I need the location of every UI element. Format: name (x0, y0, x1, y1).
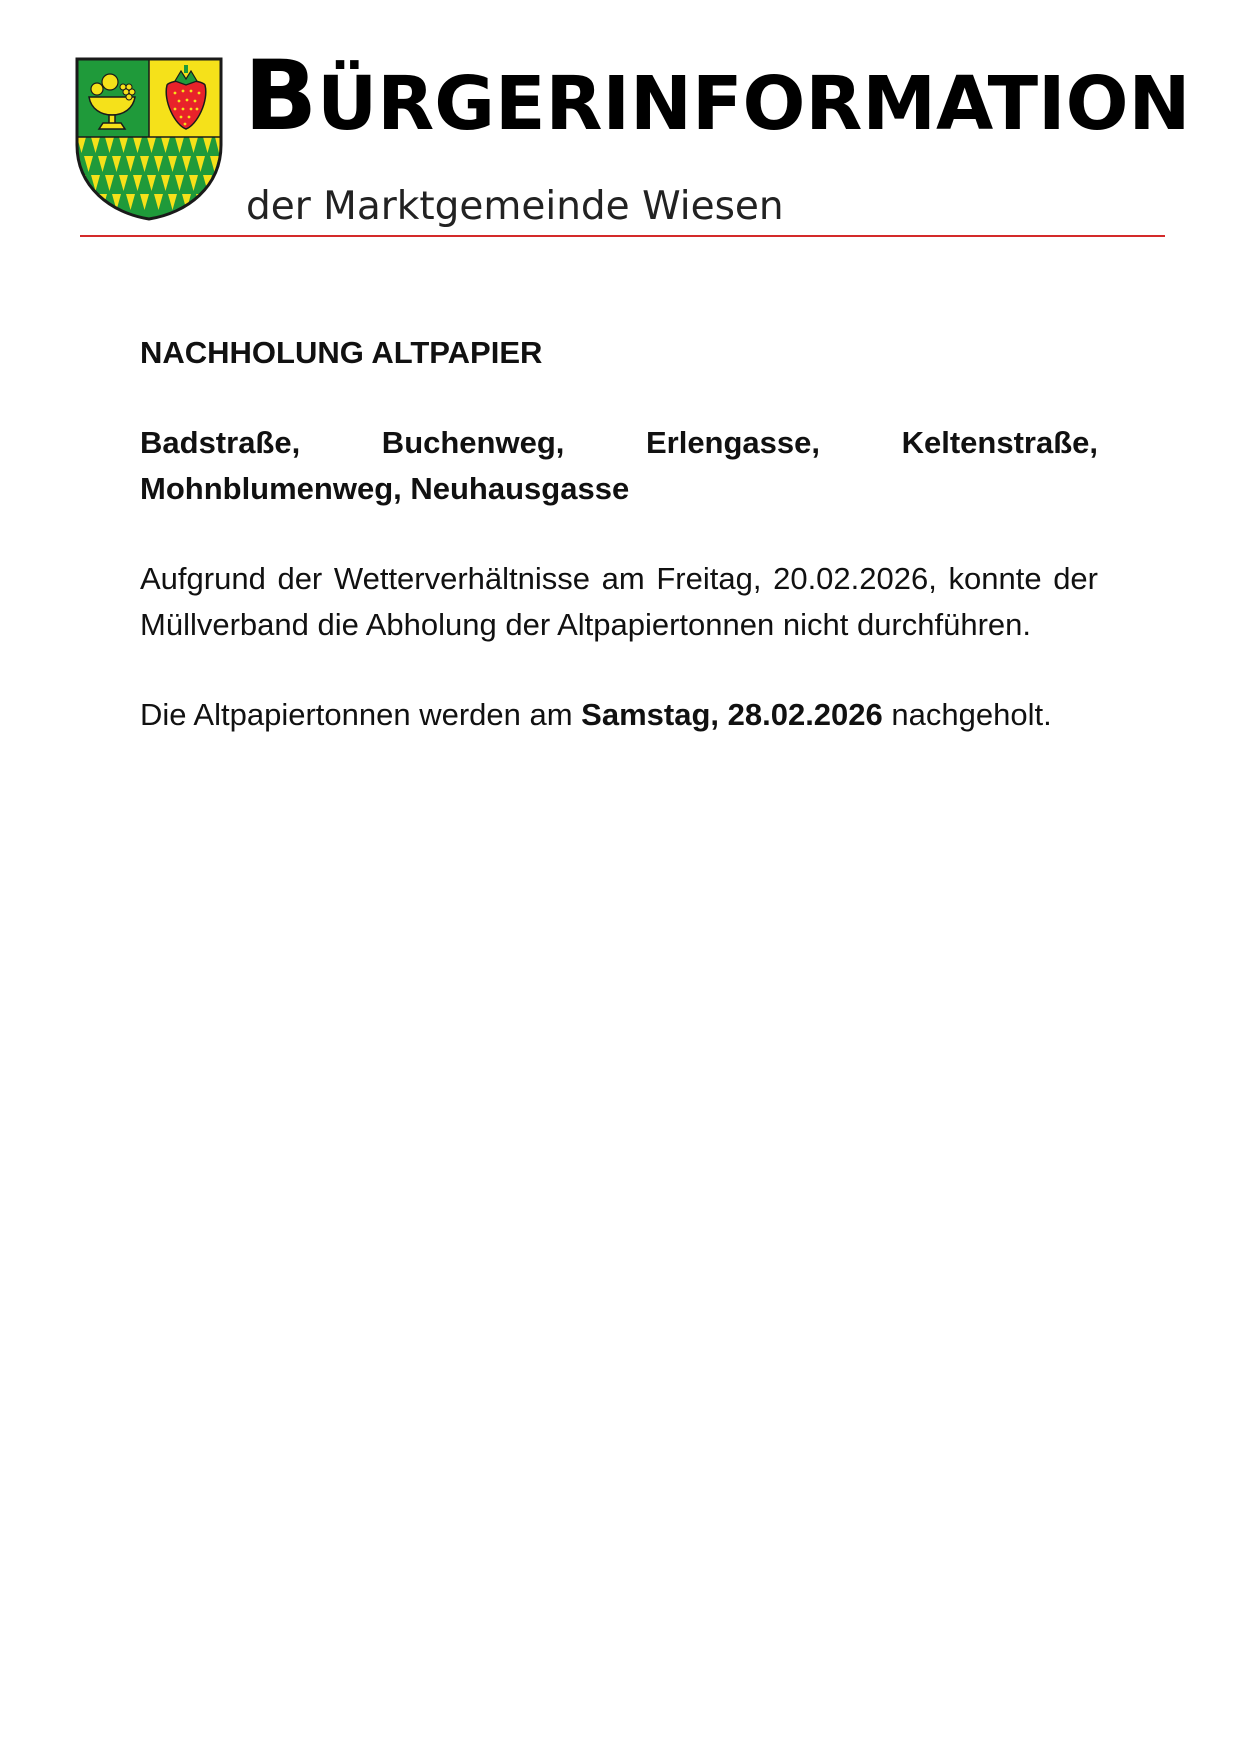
page-title (244, 40, 1191, 152)
notice-heading: NACHHOLUNG ALTPAPIER (140, 335, 543, 370)
paragraph2-text-after: nachgeholt. (882, 697, 1052, 732)
notice-paragraph-new-date (140, 692, 1098, 738)
notice-body (140, 330, 1098, 738)
document-header (0, 0, 1240, 250)
new-pickup-date: Samstag, 28.02.2026 (581, 697, 883, 732)
page-subtitle: der Marktgemeinde Wiesen (246, 184, 784, 229)
header-divider (80, 235, 1165, 237)
paragraph2-text-before: Die Altpapiertonnen werden am (140, 697, 582, 732)
title-initial: B (244, 40, 318, 152)
notice-paragraph-reason: Aufgrund der Wetterverhältnisse am Freitag, 20.02.2026, konnte der Müllverband die Abholung der Altpapiertonnen nicht durchführen. (140, 561, 1098, 642)
coat-of-arms-icon (75, 57, 223, 221)
affected-streets: Badstraße, Buchenweg, Erlengasse, Keltenstraße, Mohnblumenweg, Neuhausgasse (140, 425, 1098, 506)
title-rest: ÜRGERINFORMATION (317, 61, 1191, 147)
